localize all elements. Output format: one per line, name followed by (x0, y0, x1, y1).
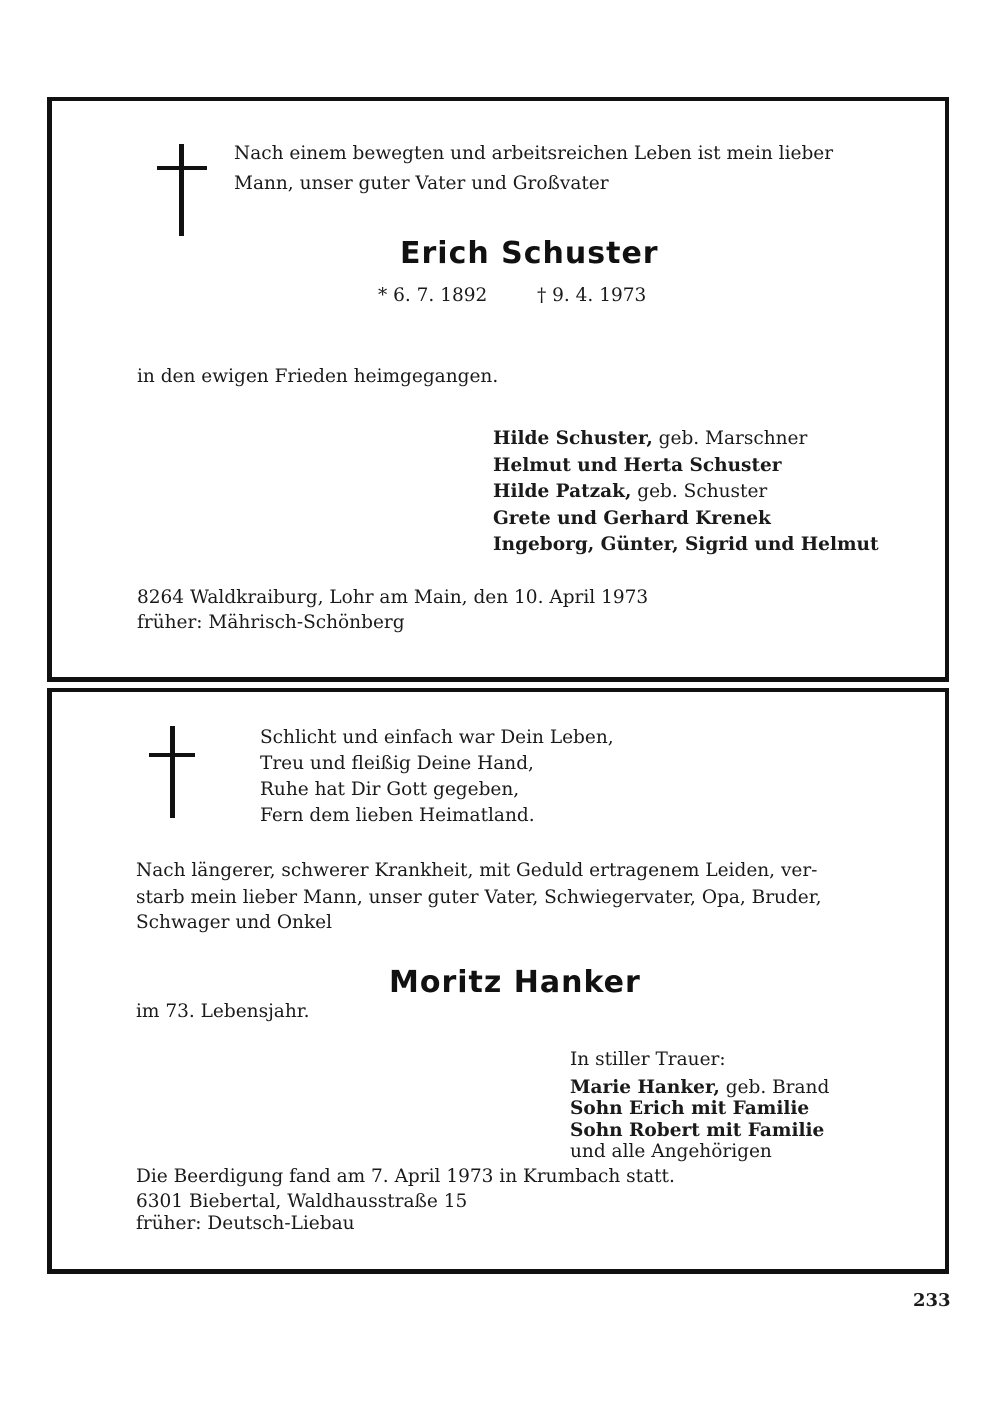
deceased-name: Erich Schuster (400, 236, 659, 271)
intro-line-3: Schwager und Onkel (136, 912, 333, 933)
intro-line-2: starb mein lieber Mann, unser guter Vater, Schwiegervater, Opa, Bruder, (136, 887, 822, 908)
intro-line-2: Mann, unser guter Vater und Großvater (234, 173, 609, 194)
mourner-line: Hilde Patzak, geb. Schuster (493, 481, 768, 502)
deceased-name: Moritz Hanker (389, 965, 641, 1000)
mourner-line: Helmut und Herta Schuster (493, 455, 782, 476)
funeral-line: Die Beerdigung fand am 7. April 1973 in Krumbach statt. (136, 1166, 675, 1187)
age-line: im 73. Lebensjahr. (136, 1001, 310, 1022)
mourner-line: Hilde Schuster, geb. Marschner (493, 428, 808, 449)
intro-line-1: Nach einem bewegten und arbeitsreichen Leben ist mein lieber (234, 143, 834, 164)
verse-line: Ruhe hat Dir Gott gegeben, (260, 779, 520, 800)
mourner-line: Sohn Erich mit Familie (570, 1098, 810, 1119)
verse-line: Treu und fleißig Deine Hand, (260, 753, 534, 774)
place-date: 8264 Waldkraiburg, Lohr am Main, den 10. April 1973 (137, 587, 649, 608)
mourner-line: Grete und Gerhard Krenek (493, 508, 771, 529)
former-residence: früher: Deutsch-Liebau (136, 1213, 355, 1234)
birth-date: * 6. 7. 1892 (378, 285, 488, 306)
mourner-line: Ingeborg, Günter, Sigrid und Helmut (493, 534, 879, 555)
cross-icon (149, 726, 195, 818)
mourner-line: Sohn Robert mit Familie (570, 1120, 825, 1141)
intro-line-1: Nach längerer, schwerer Krankheit, mit Geduld ertragenem Leiden, ver- (136, 860, 818, 881)
closing-line: in den ewigen Frieden heimgegangen. (137, 366, 499, 387)
cross-icon (157, 144, 207, 236)
death-date: † 9. 4. 1973 (537, 285, 647, 306)
former-residence: früher: Mährisch-Schönberg (137, 612, 405, 633)
verse-line: Fern dem lieben Heimatland. (260, 805, 535, 826)
mourner-line: Marie Hanker, geb. Brand (570, 1077, 830, 1098)
mourning-heading: In stiller Trauer: (570, 1049, 726, 1070)
verse-line: Schlicht und einfach war Dein Leben, (260, 727, 614, 748)
address-line: 6301 Biebertal, Waldhausstraße 15 (136, 1191, 468, 1212)
page-number: 233 (913, 1290, 951, 1311)
mourner-line: und alle Angehörigen (570, 1141, 772, 1162)
